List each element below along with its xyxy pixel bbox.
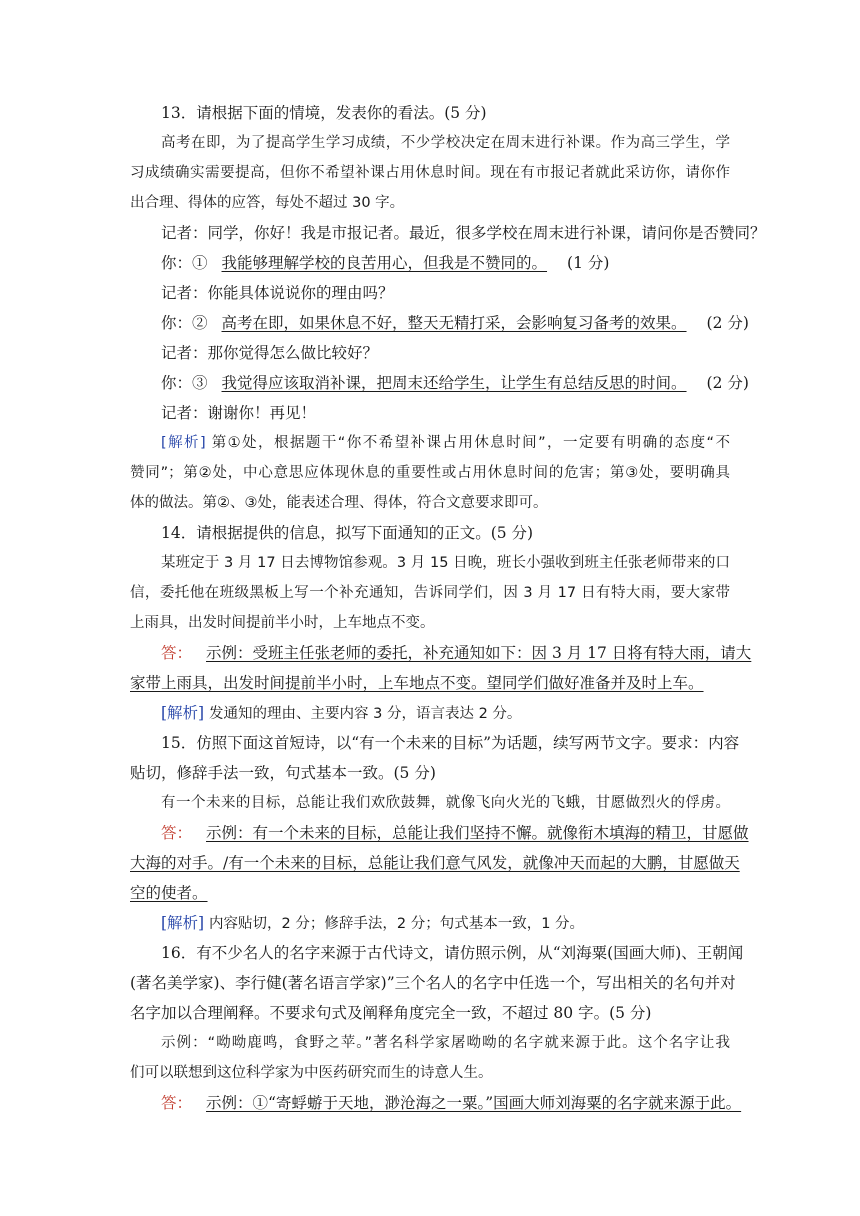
analysis-tag: [解析]	[161, 435, 206, 451]
q13-context-line: 习成绩确实需要提高，但你不希望补课占用休息时间。现在有市报记者就此采访你，请你作	[130, 165, 730, 181]
q13-context-line: 高考在即，为了提高学生学习成绩，不少学校决定在周末进行补课。作为高三学生，学	[161, 135, 730, 151]
q14-context-line: 某班定于 3 月 17 日去博物馆参观。3 月 15 日晚，班长小强收到班主任张老师带来的口	[161, 555, 730, 571]
answer-score: (1 分)	[567, 254, 610, 272]
answer-score: (2 分)	[706, 314, 749, 332]
answer-prefix: 你：①	[161, 254, 208, 272]
analysis-line: 赞同”；第②处，中心意思应体现休息的重要性或占用休息时间的危害；第③处，要明确具	[130, 465, 730, 481]
q14-context-line: 上雨具，出发时间提前半小时，上车地点不变。	[130, 615, 435, 631]
answer-text: 我觉得应该取消补课，把周末还给学生，让学生有总结反思的时间。	[221, 374, 687, 392]
answer-tag: 答：	[161, 644, 193, 662]
q13-stem: 13．请根据下面的情境，发表你的看法。(5 分)	[161, 104, 487, 122]
answer-prefix: 你：③	[161, 374, 208, 392]
reporter-line: 记者：谢谢你！再见！	[161, 404, 317, 422]
answer-line	[161, 253, 761, 273]
answer-line: 答： 示例：受班主任张老师的委托，补充通知如下：因 3 月 17 日将有特大雨，请大	[161, 644, 752, 662]
q13-context-line: 出合理、得体的应答，每处不超过 30 字。	[130, 195, 405, 211]
analysis-tag: [解析]	[161, 704, 205, 722]
answer-line: 家带上雨具，出发时间提前半小时，上车地点不变。望同学们做好准备并及时上车。	[130, 674, 704, 692]
q14-stem: 14．请根据提供的信息，拟写下面通知的正文。(5 分)	[161, 524, 534, 542]
answer-tag: 答：	[161, 1094, 193, 1112]
answer-line: 答： 示例：①“寄蜉蝣于天地，渺沧海之一粟。”国画大师刘海粟的名字就来源于此。	[161, 1094, 742, 1112]
answer-tag: 答：	[161, 824, 193, 842]
answer-line	[161, 373, 761, 393]
q15-poem: 有一个未来的目标，总能让我们欢欣鼓舞，就像飞向火光的飞蛾，甘愿做烈火的俘虏。	[161, 795, 730, 811]
q15-stem: 贴切，修辞手法一致，句式基本一致。(5 分)	[130, 764, 436, 782]
answer-text: 高考在即，如果休息不好，整天无精打采，会影响复习备考的效果。	[221, 314, 687, 332]
answer-text: 我能够理解学校的良苦用心，但我是不赞同的。	[221, 254, 548, 272]
reporter-line: 记者：那你觉得怎么做比较好？	[161, 344, 379, 362]
q16-example: 示例：“呦呦鹿鸣，食野之苹。”著名科学家屠呦呦的名字就来源于此。这个名字让我	[161, 1035, 730, 1051]
answer-prefix: 你：②	[161, 314, 208, 332]
q16-stem: 16．有不少名人的名字来源于古代诗文，请仿照示例，从“刘海粟(国画大师)、王朝闻	[161, 944, 744, 962]
answer-line: 大海的对手。/有一个未来的目标，总能让我们意气风发，就像冲天而起的大鹏，甘愿做天	[130, 854, 740, 872]
answer-line: 答： 示例：有一个未来的目标，总能让我们坚持不懈。就像衔木填海的精卫，甘愿做	[161, 824, 749, 842]
analysis-tag: [解析]	[161, 914, 205, 932]
q16-stem: 名字加以合理阐释。不要求句式及阐释角度完全一致，不超过 80 字。(5 分)	[130, 1004, 652, 1022]
answer-line	[161, 313, 761, 333]
q16-stem: (著名美学家)、李行健(著名语言学家)”三个名人的名字中任选一个，写出相关的名句并对	[130, 974, 736, 992]
q16-example: 们可以联想到这位科学家为中医药研究而生的诗意人生。	[130, 1065, 493, 1081]
reporter-line: 记者：同学，你好！我是市报记者。最近，很多学校在周末进行补课，请问你是否赞同？	[161, 224, 766, 242]
reporter-line: 记者：你能具体说说你的理由吗？	[161, 284, 394, 302]
q15-stem: 15．仿照下面这首短诗，以“有一个未来的目标”为话题，续写两节文字。要求：内容	[161, 734, 740, 752]
analysis-line: [解析] 内容贴切，2 分；修辞手法，2 分；句式基本一致，1 分。	[161, 914, 585, 932]
answer-score: (2 分)	[706, 374, 749, 392]
analysis-line: 体的做法。第②、③处，能表述合理、得体，符合文意要求即可。	[130, 495, 548, 511]
q14-context-line: 信，委托他在班级黑板上写一个补充通知，告诉同学们，因 3 月 17 日有特大雨，要大家带	[130, 585, 730, 601]
analysis-line: [解析] 发通知的理由、主要内容 3 分，语言表达 2 分。	[161, 704, 522, 722]
analysis-line: [解析] 第①处，根据题干“你不希望补课占用休息时间”，一定要有明确的态度“不	[161, 435, 730, 451]
answer-line: 空的使者。	[130, 884, 208, 902]
